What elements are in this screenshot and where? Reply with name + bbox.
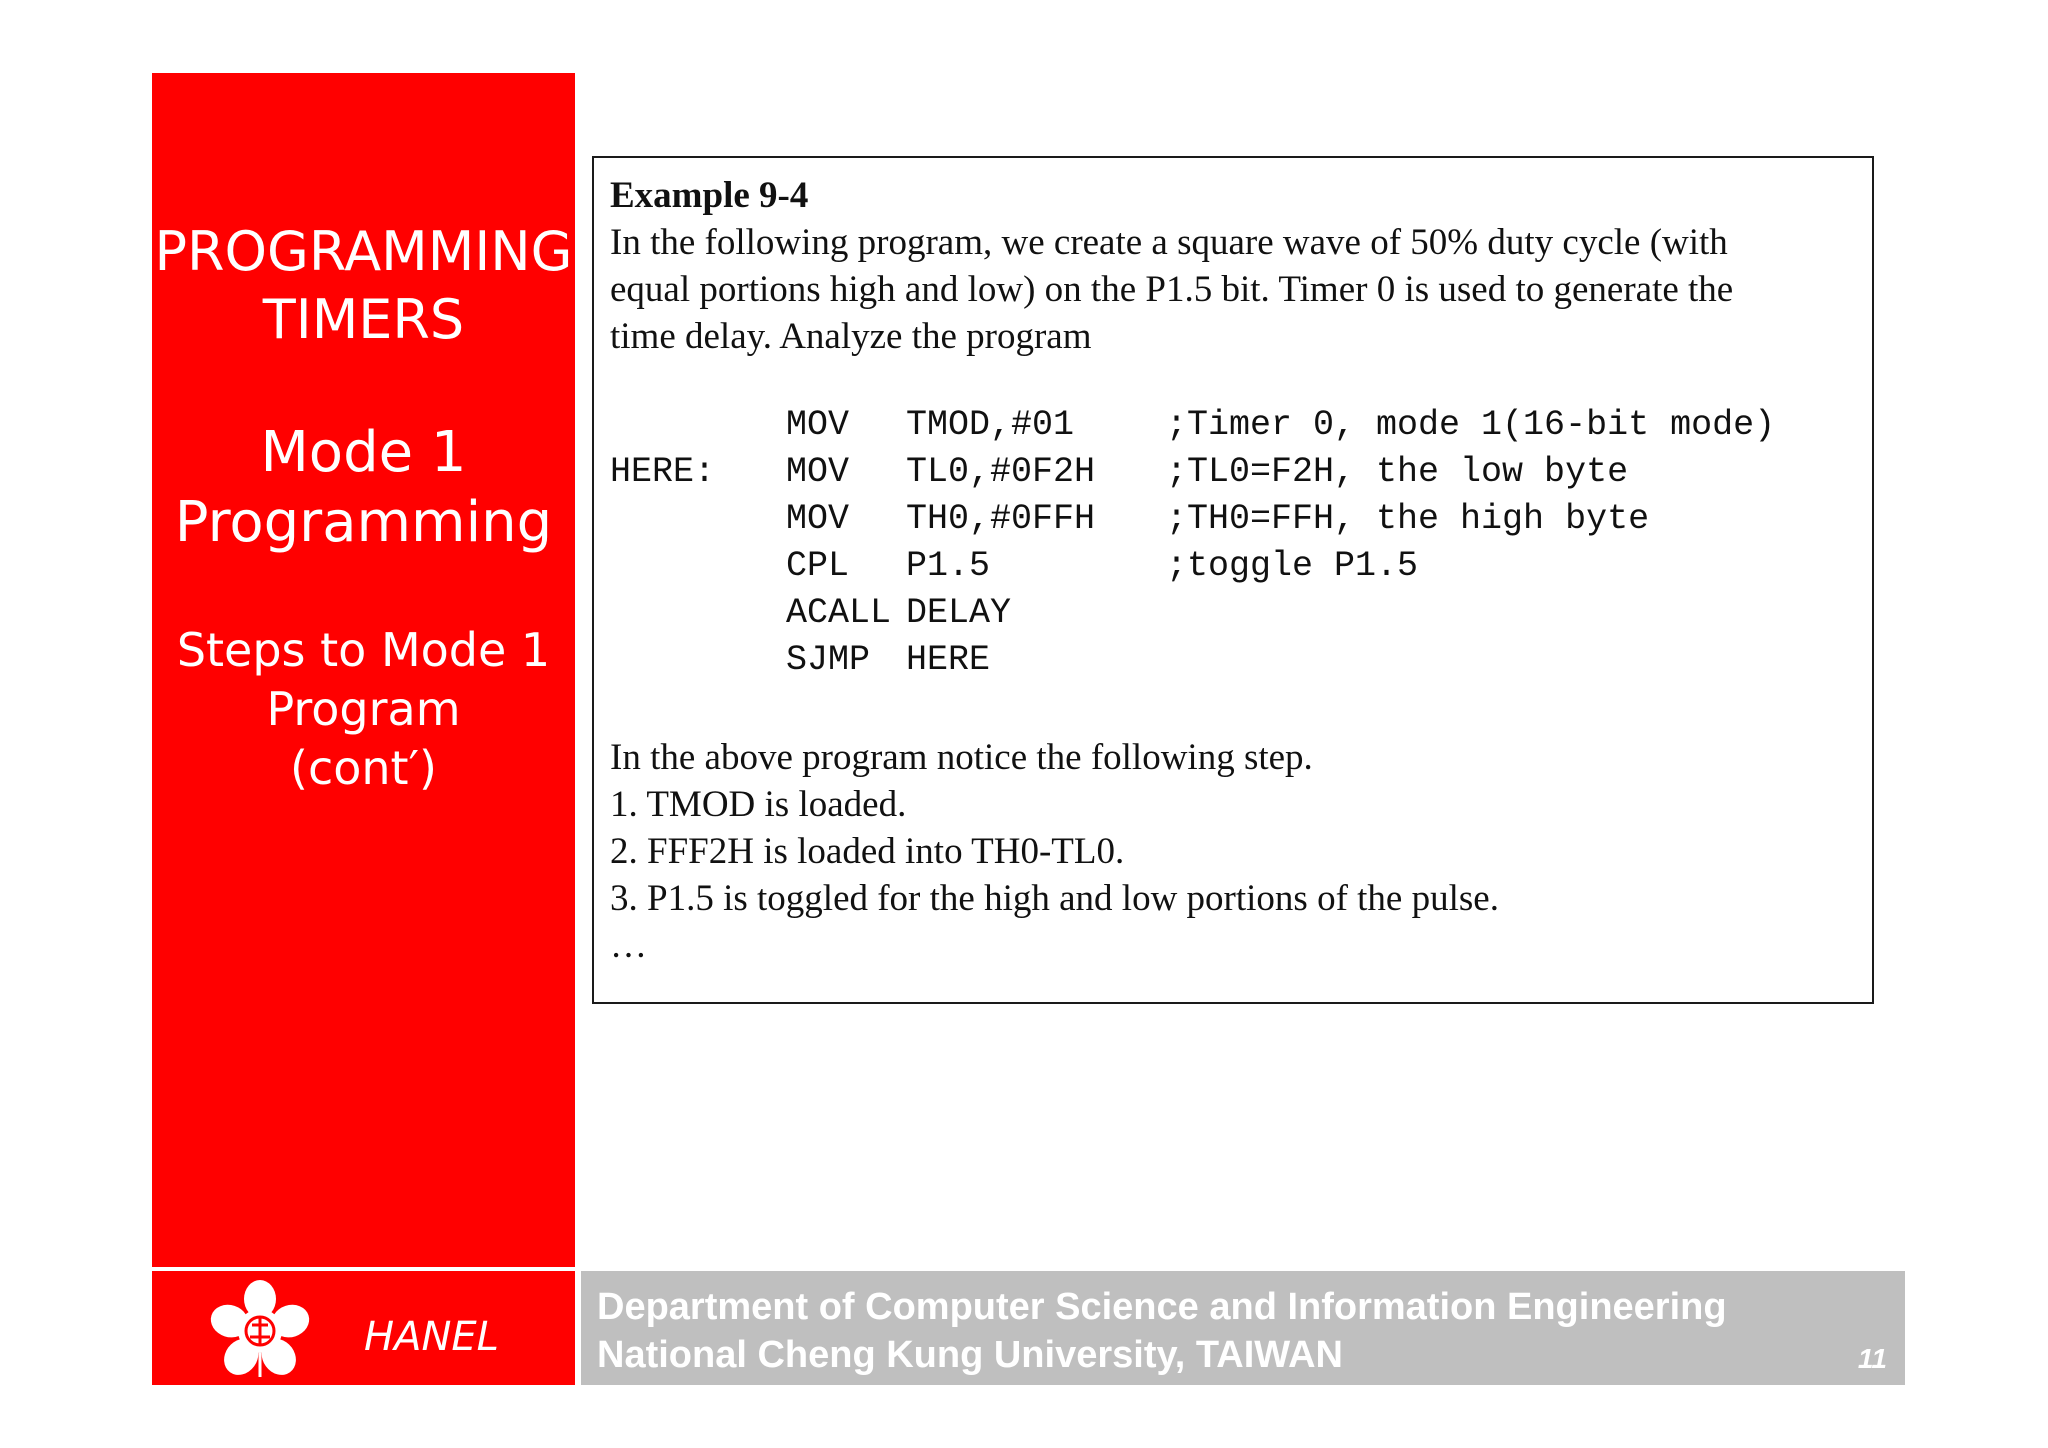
note-line: 1. TMOD is loaded. (610, 784, 907, 825)
code-line (610, 402, 1776, 449)
example-box (592, 156, 1874, 1004)
code-comment: ;Timer 0, mode 1(16-bit mode) (1166, 405, 1776, 445)
code-comment: ;TL0=F2H, the low byte (1166, 452, 1629, 492)
footer-brand (152, 1271, 575, 1385)
code-listing (610, 402, 1776, 684)
topic-title (152, 621, 575, 798)
code-opcode: MOV (786, 452, 850, 492)
ncku-logo-icon (204, 1279, 316, 1379)
intro-line: In the following program, we create a square wave of 50% duty cycle (with (610, 222, 1728, 263)
topic-title-line: Steps to Mode 1 (176, 623, 551, 677)
code-line (610, 449, 1629, 496)
example-intro (610, 219, 1862, 360)
code-operands: DELAY (906, 593, 1012, 633)
topic-title-line: Program (266, 682, 461, 736)
code-opcode: ACALL (786, 593, 892, 633)
code-operands: TL0,#0F2H (906, 452, 1096, 492)
subsection-title-line: Mode 1 (260, 420, 467, 485)
code-comment: ;TH0=FFH, the high byte (1166, 499, 1650, 539)
subsection-title (152, 418, 575, 558)
university-name: National Cheng Kung University, TAIWAN (597, 1334, 1343, 1376)
topic-title-line: (cont′) (290, 741, 437, 795)
note-ellipsis: … (610, 925, 647, 966)
page-number: 11 (1857, 1343, 1887, 1374)
code-operands: TMOD,#01 (906, 405, 1075, 445)
code-operands: TH0,#0FFH (906, 499, 1096, 539)
code-line (610, 637, 991, 684)
note-line: 2. FFF2H is loaded into TH0-TL0. (610, 831, 1125, 872)
intro-line: equal portions high and low) on the P1.5 bit. Timer 0 is used to generate the (610, 269, 1734, 310)
code-operands: HERE (906, 640, 991, 680)
author-name: HANEL (364, 1314, 499, 1360)
institution (597, 1283, 1727, 1379)
code-comment: ;toggle P1.5 (1166, 546, 1419, 586)
example-notes (610, 734, 1499, 969)
code-line (610, 543, 1419, 590)
example-header (610, 172, 1862, 360)
footer-info (581, 1271, 1905, 1385)
example-title: Example 9-4 (610, 175, 809, 216)
intro-line: time delay. Analyze the program (610, 316, 1092, 357)
section-title (152, 218, 575, 354)
section-title-line: PROGRAMMING (154, 220, 573, 283)
section-title-line: TIMERS (262, 288, 465, 351)
sidebar-panel (152, 73, 575, 1267)
code-line (610, 496, 1650, 543)
code-opcode: MOV (786, 499, 850, 539)
note-line: In the above program notice the following step. (610, 737, 1313, 778)
code-label: HERE: (610, 452, 716, 492)
note-line: 3. P1.5 is toggled for the high and low portions of the pulse. (610, 878, 1499, 919)
code-operands: P1.5 (906, 546, 991, 586)
subsection-title-line: Programming (174, 490, 553, 555)
department-name: Department of Computer Science and Information Engineering (597, 1286, 1727, 1328)
code-opcode: SJMP (786, 640, 871, 680)
code-opcode: MOV (786, 405, 850, 445)
code-line (610, 590, 1012, 637)
code-opcode: CPL (786, 546, 850, 586)
